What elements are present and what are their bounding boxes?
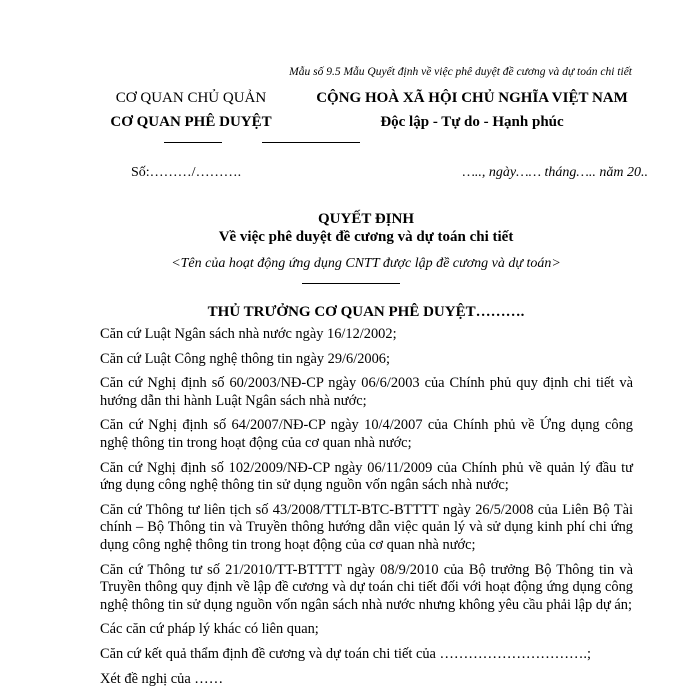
document-number: Số:………/………. — [131, 165, 242, 180]
legal-basis-item: Căn cứ Nghị định số 102/2009/NĐ-CP ngày 06/11/2009 của Chính phủ về quản lý đầu tư ứng dụng công nghệ thông tin sử dụng nguồn vốn ngân sách nhà nước; — [100, 459, 633, 494]
national-title: CỘNG HOÀ XÃ HỘI CHỦ NGHĨA VIỆT NAM — [316, 90, 628, 106]
title-underline — [302, 283, 400, 284]
legal-basis-item: Căn cứ Nghị định số 60/2003/NĐ-CP ngày 06/6/2003 của Chính phủ quy định chi tiết và hướng dẫn thi hành Luật Ngân sách nhà nước; — [100, 375, 633, 409]
decision-title: QUYẾT ĐỊNH — [318, 211, 414, 227]
legal-basis-item: Xét đề nghị của …… — [100, 670, 224, 687]
legal-basis-item: Căn cứ kết quả thẩm định đề cương và dự toán chi tiết của ………………………….; — [100, 645, 592, 662]
activity-name-placeholder: <Tên của hoạt động ứng dụng CNTT được lập đề cương và dự toán> — [171, 256, 561, 271]
legal-basis-item: Căn cứ Luật Công nghệ thông tin ngày 29/6/2006; — [100, 350, 390, 367]
document-date: ….., ngày…… tháng….. năm 20.. — [462, 165, 648, 180]
national-motto: Độc lập - Tự do - Hạnh phúc — [380, 114, 564, 130]
legal-basis-item: Các căn cứ pháp lý khác có liên quan; — [100, 621, 319, 638]
governing-agency: CƠ QUAN CHỦ QUẢN — [115, 90, 267, 106]
legal-basis-list — [100, 326, 633, 695]
approving-authority: THỦ TRƯỞNG CƠ QUAN PHÊ DUYỆT………. — [207, 304, 525, 320]
decision-subject: Về việc phê duyệt đề cương và dự toán chi tiết — [218, 229, 514, 245]
approving-agency: CƠ QUAN PHÊ DUYỆT — [110, 114, 272, 130]
legal-basis-item: Căn cứ Thông tư số 21/2010/TT-BTTTT ngày 08/9/2010 của Bộ trưởng Bộ Thông tin và Truyền thông quy định về lập đề cương và dự toán chi tiết đối với hoạt động ứng dụng công nghệ thông tin sử dụng nguồn vốn ngân sách nhà nước nhưng không yêu cầu phải lập dự án; — [100, 561, 633, 613]
right-header-underline — [262, 142, 360, 143]
legal-basis-item: Căn cứ Nghị định số 64/2007/NĐ-CP ngày 10/4/2007 của Chính phủ về Ứng dụng công nghệ thông tin trong hoạt động của cơ quan nhà nước; — [100, 417, 633, 451]
form-note: Mẫu số 9.5 Mẫu Quyết định về việc phê duyệt đề cương và dự toán chi tiết — [289, 66, 632, 78]
legal-basis-item: Căn cứ Luật Ngân sách nhà nước ngày 16/12/2002; — [100, 326, 397, 342]
legal-basis-item: Căn cứ Thông tư liên tịch số 43/2008/TTLT-BTC-BTTTT ngày 26/5/2008 của Liên Bộ Tài chính – Bộ Thông tin và Truyền thông hướng dẫn việc quản lý và sử dụng kinh phí chi ứng dụng công nghệ thông tin trong hoạt động của cơ quan nhà nước; — [100, 501, 633, 553]
left-header-underline — [164, 142, 222, 143]
